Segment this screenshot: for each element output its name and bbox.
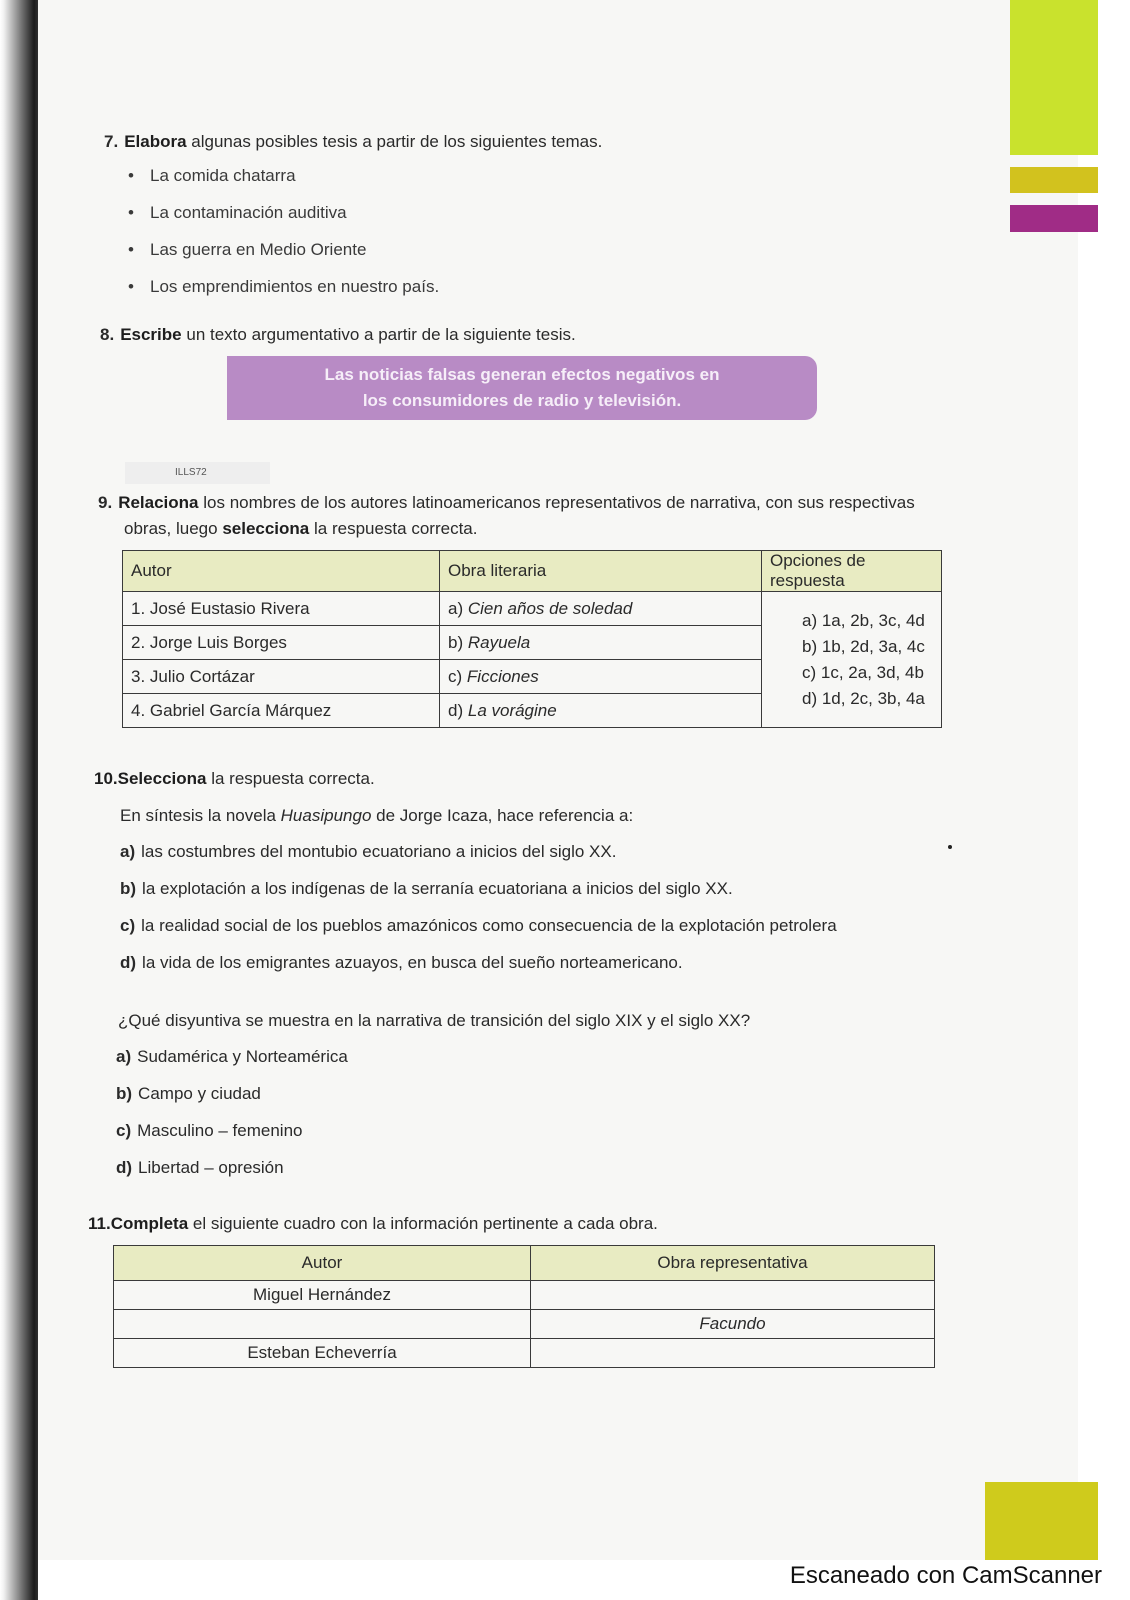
answer-option[interactable]: c) Masculino – femenino	[116, 1121, 303, 1140]
question-text: los nombres de los autores latinoamericanos representativos de narrativa, con sus respectivas	[203, 493, 915, 512]
question-7-heading	[104, 131, 602, 153]
question-number: 7.	[104, 132, 119, 151]
question-11-heading	[88, 1213, 658, 1235]
author-cell[interactable]: Esteban Echeverría	[114, 1339, 531, 1368]
answer-option[interactable]: a) las costumbres del montubio ecuatoriano a inicios del siglo XX.	[120, 842, 617, 861]
author-cell: 3. Julio Cortázar	[123, 660, 440, 694]
answer-option[interactable]: d) 1d, 2c, 3b, 4a	[802, 688, 925, 708]
question-verb: Escribe	[120, 325, 182, 344]
scanner-watermark: Escaneado con CamScanner	[789, 1562, 1102, 1589]
book-spine-shadow	[0, 0, 38, 1600]
color-tab-purple	[1010, 205, 1098, 232]
table-header-row	[114, 1246, 935, 1281]
work-cell: d) La vorágine	[440, 694, 762, 728]
answer-option[interactable]: a) Sudamérica y Norteamérica	[116, 1047, 348, 1066]
question-9-heading-cont	[124, 518, 477, 540]
work-cell[interactable]	[531, 1339, 935, 1368]
work-cell: b) Rayuela	[440, 626, 762, 660]
answer-option[interactable]: a) 1a, 2b, 3c, 4d	[802, 610, 925, 630]
completion-table	[113, 1245, 935, 1368]
question-10-prompt: En síntesis la novela Huasipungo de Jorge Icaza, hace referencia a:	[120, 806, 634, 825]
list-item: • Los emprendimientos en nuestro país.	[128, 277, 439, 314]
author-cell: 4. Gabriel García Márquez	[123, 694, 440, 728]
answer-option[interactable]: d) la vida de los emigrantes azuayos, en busca del sueño norteamericano.	[120, 953, 683, 972]
question-text: algunas posibles tesis a partir de los siguientes temas.	[191, 132, 603, 151]
table-header-row	[123, 551, 942, 592]
question-text: el siguiente cuadro con la información pertinente a cada obra.	[192, 1214, 658, 1233]
question-verb: Elabora	[124, 132, 187, 151]
header-work: Obra literaria	[440, 551, 762, 592]
author-cell[interactable]: Miguel Hernández	[114, 1281, 531, 1310]
question-text: obras, luego	[124, 519, 218, 538]
work-cell[interactable]	[531, 1281, 935, 1310]
answer-option[interactable]: b) la explotación a los indígenas de la serranía ecuatoriana a inicios del siglo XX.	[120, 879, 733, 898]
question-text: la respuesta correcta.	[314, 519, 478, 538]
answer-option[interactable]: b) 1b, 2d, 3a, 4c	[802, 636, 925, 656]
question-verb: Relaciona	[118, 493, 199, 512]
question-number: 8.	[100, 325, 115, 344]
work-cell: a) Cien años de soledad	[440, 592, 762, 626]
question-verb: selecciona	[222, 519, 310, 538]
code-label: ILLS72	[125, 462, 270, 484]
color-tab-yellow	[1010, 167, 1098, 193]
matching-table	[122, 550, 942, 728]
question-text: un texto argumentativo a partir de la siguiente tesis.	[186, 325, 576, 344]
header-options: Opciones de respuesta	[762, 551, 942, 592]
thesis-line-2: los consumidores de radio y televisión.	[362, 391, 682, 410]
header-author: Autor	[114, 1246, 531, 1281]
list-item: • La comida chatarra	[128, 166, 439, 203]
author-cell[interactable]	[114, 1310, 531, 1339]
color-tab-green	[1010, 0, 1098, 155]
thesis-line-1: Las noticias falsas generan efectos negativos en	[324, 365, 720, 384]
work-cell[interactable]: Facundo	[531, 1310, 935, 1339]
table-row	[114, 1339, 935, 1368]
stray-mark	[948, 845, 952, 849]
topic-list	[128, 166, 439, 314]
question-verb: Completa	[110, 1214, 189, 1233]
work-cell: c) Ficciones	[440, 660, 762, 694]
table-row	[114, 1281, 935, 1310]
question-10-heading	[94, 768, 375, 790]
author-cell: 1. José Eustasio Rivera	[123, 592, 440, 626]
question-number: 11.	[88, 1214, 111, 1233]
question-text: la respuesta correcta.	[211, 769, 375, 788]
answer-options-cell	[762, 592, 942, 728]
answer-option[interactable]: d) Libertad – opresión	[116, 1158, 284, 1177]
header-author: Autor	[123, 551, 440, 592]
answer-option[interactable]: b) Campo y ciudad	[116, 1084, 261, 1103]
answer-option[interactable]: c) la realidad social de los pueblos amazónicos como consecuencia de la explotación petrolera	[120, 916, 837, 935]
question-8-heading	[100, 324, 576, 346]
question-number: 9.	[98, 493, 113, 512]
question-10-prompt-2: ¿Qué disyuntiva se muestra en la narrativa de transición del siglo XIX y el siglo XX?	[118, 1011, 751, 1030]
color-tab-corner	[985, 1482, 1098, 1560]
author-cell: 2. Jorge Luis Borges	[123, 626, 440, 660]
thesis-box	[227, 356, 817, 420]
question-number: 10.	[94, 769, 118, 788]
answer-option[interactable]: c) 1c, 2a, 3d, 4b	[802, 662, 924, 682]
list-item: • La contaminación auditiva	[128, 203, 439, 240]
table-row	[114, 1310, 935, 1339]
header-work: Obra representativa	[531, 1246, 935, 1281]
table-row	[123, 592, 942, 626]
question-verb: Selecciona	[117, 769, 207, 788]
question-9-heading	[98, 492, 928, 514]
list-item: • Las guerra en Medio Oriente	[128, 240, 439, 277]
